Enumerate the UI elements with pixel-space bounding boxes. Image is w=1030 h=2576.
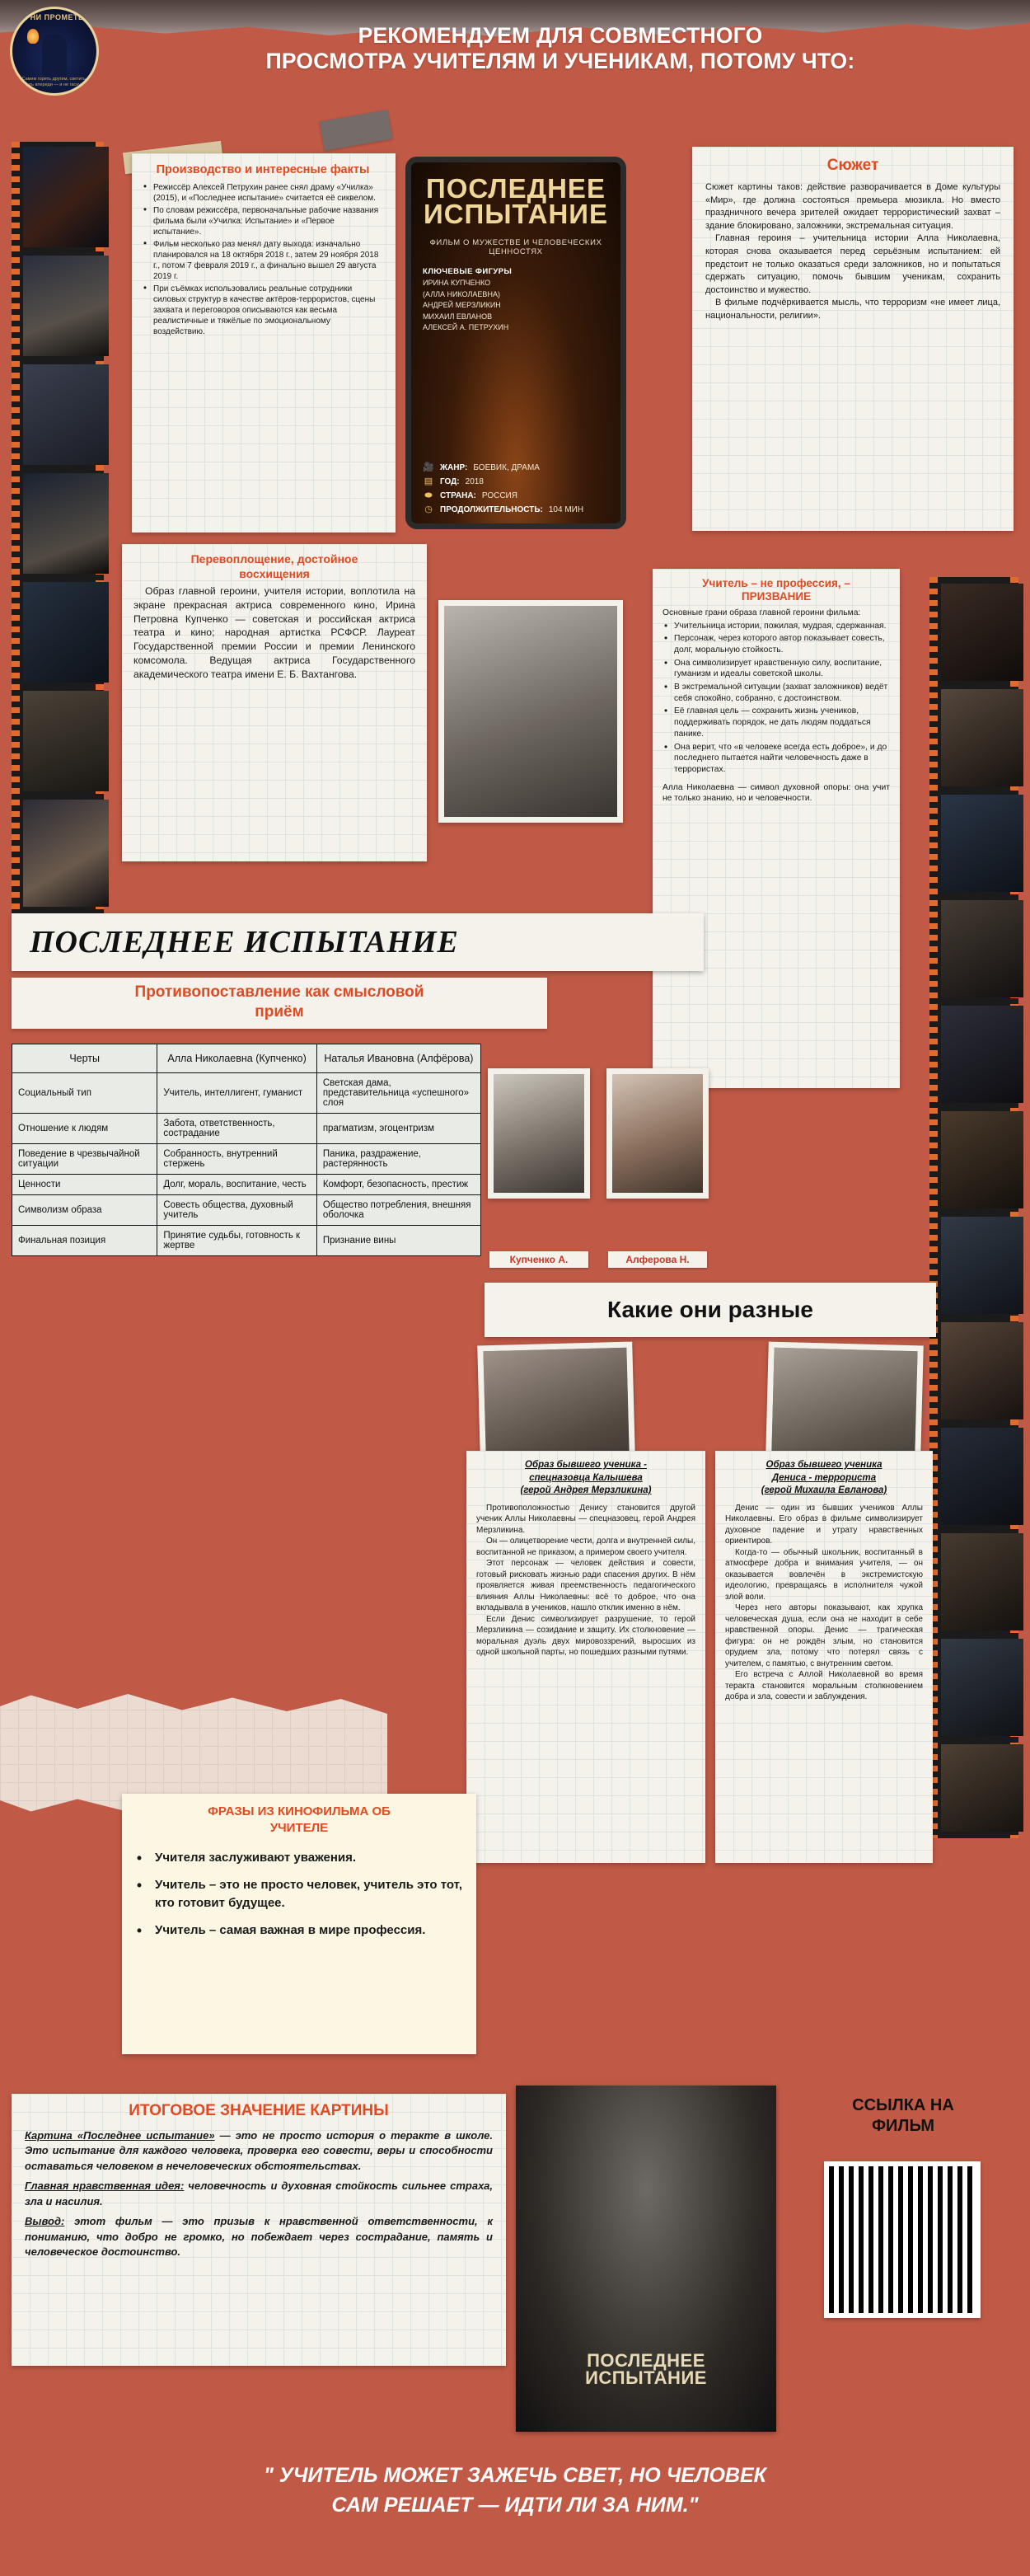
student-kalyshev-label xyxy=(476,1459,695,1498)
table-row xyxy=(12,1114,481,1144)
phrases-card xyxy=(122,1794,476,2054)
film-frame xyxy=(23,800,109,907)
movie-tagline: ФИЛЬМ О МУЖЕСТВЕ И ЧЕЛОВЕЧЕСКИХ ЦЕННОСТЯХ xyxy=(429,238,602,256)
meta-row xyxy=(423,461,612,475)
final-quote-line2: САМ РЕШАЕТ — ИДТИ ЛИ ЗА НИМ." xyxy=(331,2494,699,2517)
student-paragraph: Его встреча с Аллой Николаевной во время теракта становится моральным столкновением добра и зла, совести и заблуждения. xyxy=(725,1670,923,1702)
different-section-card xyxy=(485,1283,936,1337)
caption-alferova: Алферова Н. xyxy=(608,1251,707,1268)
student-paragraph: Он — олицетворение чести, долга и внутренней силы, воспитанной не приказом, а примером своего учителя. xyxy=(476,1537,695,1557)
student-label-line2: спецназовца Калышева xyxy=(529,1472,643,1483)
final-quote-line1: " УЧИТЕЛЬ МОЖЕТ ЗАЖЕЧЬ СВЕТ, НО ЧЕЛОВЕК xyxy=(263,2464,767,2487)
movie-title-line1: ПОСЛЕДНЕЕ xyxy=(426,173,606,204)
actress-photo-kupchenko xyxy=(488,1068,590,1199)
meta-value: РОССИЯ xyxy=(481,490,517,500)
table-cell: прагматизм, эгоцентризм xyxy=(316,1114,480,1144)
actress-card-title xyxy=(133,552,415,581)
list-item: • При съёмках использовались реальные сотрудники силовых структур в качестве актёров-террористов, сцены захвата и переговоров описываются как весьма реалистичные и тяжёлые по эмоциональному воздействию. xyxy=(142,284,384,337)
meta-label: ГОД: xyxy=(440,476,460,486)
camera-icon: 🎥 xyxy=(423,462,434,472)
list-item: • Учителя заслуживают уважения. xyxy=(135,1849,463,1868)
cast-role: (АЛЛА НИКОЛАЕВНА) xyxy=(423,289,500,298)
plot-paragraph: В фильме подчёркивается мысль, что терроризм «не имеет лица, национальности, религии». xyxy=(705,298,1000,321)
student-label-line3: (герой Андрея Мерзликина) xyxy=(520,1485,652,1496)
table-cell: Финальная позиция xyxy=(12,1226,157,1256)
comparison-table-wrapper xyxy=(12,1044,481,1256)
film-frame xyxy=(941,1217,1023,1314)
film-frame xyxy=(941,900,1023,997)
cast-name: АНДРЕЙ МЕРЗЛИКИН xyxy=(423,301,501,310)
student-denis-label xyxy=(725,1459,923,1498)
film-frame xyxy=(23,691,109,791)
table-row xyxy=(12,1073,481,1114)
calling-card xyxy=(653,569,900,1088)
bottom-movie-poster-image xyxy=(516,2086,776,2432)
table-cell: Принятие судьбы, готовность к жертве xyxy=(157,1226,316,1256)
conclusion-p1-lead: Картина «Последнее испытание» xyxy=(25,2129,215,2142)
table-row xyxy=(12,1144,481,1175)
list-item: • Учитель – самая важная в мире профессия. xyxy=(135,1921,463,1940)
list-item: • Она верит, что «в человеке всегда есть доброе», и до последнего пытается найти человечность даже в террористах. xyxy=(662,742,890,776)
film-frame xyxy=(941,584,1023,681)
list-item: • Фильм несколько раз менял дату выхода: изначально планировался на 18 октября 2018 г., затем 29 ноября 2018 г., потом 7 февраля 2019 г., а финально вышел 29 августа 2019 г. xyxy=(142,239,384,282)
bottom-poster-title xyxy=(516,2349,776,2389)
phrases-list xyxy=(135,1849,463,1940)
student-label-line2: Дениса - террориста xyxy=(771,1472,877,1483)
film-title-banner xyxy=(12,913,704,971)
meta-row xyxy=(423,475,612,489)
movie-cast-heading: КЛЮЧЕВЫЕ ФИГУРЫ xyxy=(423,267,513,276)
tape-decoration xyxy=(320,110,393,151)
different-section-title: Какие они разные xyxy=(607,1297,813,1322)
production-facts-card xyxy=(132,153,396,533)
table-row xyxy=(12,1226,481,1256)
table-cell: Ценности xyxy=(12,1175,157,1195)
qr-heading-line2: ФИЛЬМ xyxy=(871,2117,934,2135)
list-item: • Режиссёр Алексей Петрухин ранее снял драму «Училка» (2015), и «Последнее испытание» считается её сиквелом. xyxy=(142,182,384,204)
cast-name: ИРИНА КУПЧЕНКО xyxy=(423,279,491,288)
clock-icon: ◷ xyxy=(424,504,433,514)
calling-intro: Основные грани образа главной героини фильма: xyxy=(662,608,861,617)
logo-figure-icon xyxy=(42,34,67,77)
calling-closing: Алла Николаевна — символ духовной опоры: она учит не только знанию, но и человечности. xyxy=(662,782,890,804)
actress-card xyxy=(122,544,427,861)
meta-value: БОЕВИК, ДРАМА xyxy=(473,462,540,472)
caption-kupchenko: Купченко А. xyxy=(489,1251,588,1268)
flame-icon xyxy=(27,29,39,44)
meta-value: 2018 xyxy=(465,476,484,486)
film-frame xyxy=(941,1639,1023,1736)
production-facts-title: Производство и интересные факты xyxy=(156,163,370,176)
student-paragraph: Когда-то — обычный школьник, воспитанный в атмосфере добра и внимания учителя, — он оказывается вовлечён в экстремистскую идеологию, превращаясь в исполнителя чужой злой воли. xyxy=(725,1547,923,1602)
student-paragraph: Денис — один из бывших учеников Аллы Николаевны. Его образ в фильме символизирует духовное падение и утрату нравственных ориентиров. xyxy=(725,1503,923,1546)
table-row xyxy=(12,1195,481,1226)
calendar-icon: ▤ xyxy=(424,476,433,486)
contrast-section-title xyxy=(12,978,547,1029)
page-title-line1: РЕКОМЕНДУЕМ ДЛЯ СОВМЕСТНОГО xyxy=(358,23,763,48)
movie-poster-title xyxy=(411,173,620,230)
student-label-line3: (герой Михаила Евланова) xyxy=(761,1485,887,1496)
list-item: • В экстремальной ситуации (захват заложников) ведёт себя спокойно, собранно, с достоинством. xyxy=(662,682,890,704)
logo-subtitle-text: Самим гореть другим, светить, быть впереди — и не гаснуть xyxy=(21,77,87,88)
meta-label: ПРОДОЛЖИТЕЛЬНОСТЬ: xyxy=(440,504,543,514)
film-frame xyxy=(23,473,109,574)
table-header-row xyxy=(12,1044,481,1073)
table-cell: Отношение к людям xyxy=(12,1114,157,1144)
table-cell: Общество потребления, внешняя оболочка xyxy=(316,1195,480,1226)
table-cell: Признание вины xyxy=(316,1226,480,1256)
list-item: • Её главная цель — сохранить жизнь учеников, поддерживать порядок, не дать людям поддаться панике. xyxy=(662,706,890,739)
conclusion-p2-rest: человечность и духовная стойкость сильнее страха, зла и насилия. xyxy=(25,2180,493,2208)
student-label-line1: Образ бывшего ученика xyxy=(765,1460,883,1470)
student-kalyshev-card xyxy=(466,1451,705,1863)
table-cell: Социальный тип xyxy=(12,1073,157,1114)
conclusion-title: ИТОГОВОЕ ЗНАЧЕНИЕ КАРТИНЫ xyxy=(129,2102,389,2119)
plot-paragraph: Сюжет картины таков: действие разворачивается в Доме культуры «Мир», где должна состояться премьера мюзикла. Но вместо праздничного вечера зрителей ожидает террористический захват – здание блокировано, заложники, экстремальная ситуация. xyxy=(705,182,1000,231)
student-paragraph: Противоположностью Денису становится другой ученик Аллы Николаевны — спецназовец, герой Андрея Мерзликина. xyxy=(476,1503,695,1535)
meta-row xyxy=(423,489,612,503)
student-paragraph: Этот персонаж — человек действия и совести, готовый рисковать жизнью ради спасения других. В нём проявляется живая преемственность педагогического влияния Аллы Николаевны: всё то доброе, что она вкладывала в учеников, нашло отклик именно в нём. xyxy=(476,1559,695,1613)
page-title-line2: ПРОСМОТРА УЧИТЕЛЯМ И УЧЕНИКАМ, ПОТОМУ ЧТО: xyxy=(265,49,855,74)
film-frame xyxy=(23,582,109,683)
production-facts-list xyxy=(142,182,384,337)
meta-row xyxy=(423,503,612,517)
table-cell: Совесть общества, духовный учитель xyxy=(157,1195,316,1226)
table-row xyxy=(12,1175,481,1195)
conclusion-p1-rest: — это не просто история о теракте в школе. Это испытание для каждого человека, проверка его совести, веры и способности оставаться человеком в нечеловеческих обстоятельствах. xyxy=(25,2129,493,2172)
film-perforation-left xyxy=(12,142,20,917)
film-frame xyxy=(941,1111,1023,1208)
table-header-cell: Черты xyxy=(12,1044,157,1073)
calling-bullets-list xyxy=(662,621,890,776)
table-cell: Символизм образа xyxy=(12,1195,157,1226)
conclusion-paragraph-3 xyxy=(25,2214,493,2259)
conclusion-paragraph-2 xyxy=(25,2179,493,2209)
table-header-cell: Наталья Ивановна (Алфёрова) xyxy=(316,1044,480,1073)
conclusion-p3-lead: Вывод: xyxy=(25,2215,65,2228)
movie-meta-block xyxy=(423,461,612,517)
movie-cast-block xyxy=(423,266,612,334)
film-frame xyxy=(941,1006,1023,1103)
table-cell: Светская дама, представительница «успешного» слоя xyxy=(316,1073,480,1114)
meta-label: СТРАНА: xyxy=(440,490,476,500)
plot-paragraph: Главная героиня – учительница истории Алла Николаевна, которая снова оказывается перед серьёзным испытанием: ей предстоит не только оказаться среди заложников, но и попытаться сдержать ситуацию, помочь бывшим ученикам, сохранить достоинство и мужество. xyxy=(705,233,1000,295)
cast-name: МИХАИЛ ЕВЛАНОВ xyxy=(423,312,493,321)
movie-poster-panel xyxy=(405,157,626,529)
page-title xyxy=(107,23,1014,75)
film-frame xyxy=(23,256,109,356)
qr-heading-line1: ССЫЛКА НА xyxy=(852,2096,954,2114)
actress-title-line1: Перевоплощение, достойное xyxy=(190,552,358,565)
bottom-poster-title-line2: ИСПЫТАНИЕ xyxy=(585,2367,707,2389)
film-frame xyxy=(941,689,1023,786)
conclusion-paragraph-1 xyxy=(25,2128,493,2174)
phrases-card-title xyxy=(135,1804,463,1836)
qr-code-pattern xyxy=(829,2166,976,2313)
table-cell: Комфорт, безопасность, престиж xyxy=(316,1175,480,1195)
student-denis-card xyxy=(715,1451,933,1863)
film-frame xyxy=(941,1428,1023,1525)
conclusion-card xyxy=(12,2094,506,2366)
calling-title-line2: ПРИЗВАНИЕ xyxy=(741,590,812,603)
actress-photo xyxy=(438,600,623,823)
film-frame xyxy=(941,1322,1023,1419)
actress-card-text: Образ главной героини, учителя истории, воплотила на экране прекрасная актриса современного кино, Ирина Петровна Купченко — советская и российская актриса театра и кино; народная артистка РСФСР. Лауреат Государственной премии России и премии Ленинского комсомола. Ведущая актриса Государственного академического театра имени Е. Б. Вахтангова. xyxy=(133,585,415,680)
conclusion-p3-rest: этот фильм — это призыв к нравственной ответственности, к пониманию, что добро не громко, но побеждает через сострадание, память и человеческое достоинство. xyxy=(25,2215,493,2259)
plot-title: Сюжет xyxy=(826,157,879,174)
list-item: • Она символизирует нравственную силу, воспитание, гуманизм и идеалы советской школы. xyxy=(662,658,890,680)
phrases-title-line1: ФРАЗЫ ИЗ КИНОФИЛЬМА ОБ xyxy=(208,1804,391,1818)
film-frame xyxy=(23,147,109,247)
actress-title-line2: восхищения xyxy=(239,566,310,580)
film-frame xyxy=(941,795,1023,892)
list-item: • По словам режиссёра, первоначальные рабочие названия фильма были «Училка: Испытание» и «Первое испытание». xyxy=(142,205,384,237)
list-item: • Персонаж, через которого автор показывает совесть, долг, моральную стойкость. xyxy=(662,633,890,655)
logo-arc-text: ОГНИ ПРОМЕТЕЯ xyxy=(19,13,90,21)
student-paragraph: Через него авторы показывают, как хрупка человеческая душа, если она не находит в себе нравственной опоры. Денис — трагическая фигура: он не рождён злым, но становится орудием зла, потому что потерял связь с учителем, с памятью, с внутренним светом. xyxy=(725,1603,923,1668)
list-item: • Учительница истории, пожилая, мудрая, сдержанная. xyxy=(662,621,890,632)
film-title-banner-text: ПОСЛЕДНЕЕ ИСПЫТАНИЕ xyxy=(30,925,459,960)
table-cell: Долг, мораль, воспитание, честь xyxy=(157,1175,316,1195)
plot-card xyxy=(692,147,1014,531)
final-quote xyxy=(33,2461,997,2521)
qr-code[interactable] xyxy=(824,2161,981,2318)
table-header-cell: Алла Николаевна (Купченко) xyxy=(157,1044,316,1073)
comparison-table xyxy=(12,1044,481,1256)
table-cell: Учитель, интеллигент, гуманист xyxy=(157,1073,316,1114)
student-paragraph: Если Денис символизирует разрушение, то герой Мерзликина — созидание и защиту. Их столкновение — моральная дуэль двух мировоззрений, выросших из одной школьной парты, но пошедших разными путями. xyxy=(476,1614,695,1658)
table-cell: Забота, ответственность, сострадание xyxy=(157,1114,316,1144)
table-cell: Паника, раздражение, растерянность xyxy=(316,1144,480,1175)
bottom-poster-title-line1: ПОСЛЕДНЕЕ xyxy=(587,2349,705,2371)
calling-title-line1: Учитель – не профессия, – xyxy=(702,577,850,589)
qr-link-heading xyxy=(796,2095,1010,2137)
table-cell: Поведение в чрезвычайной ситуации xyxy=(12,1144,157,1175)
meta-value: 104 МИН xyxy=(548,504,584,514)
student-label-line1: Образ бывшего ученика - xyxy=(525,1460,647,1470)
logo-ogni-prometeya xyxy=(10,7,99,96)
table-cell: Собранность, внутренний стержень xyxy=(157,1144,316,1175)
actress-photo-alferova xyxy=(606,1068,709,1199)
conclusion-p2-lead: Главная нравственная идея: xyxy=(25,2180,185,2193)
list-item: • Учитель – это не просто человек, учитель это тот, кто готовит будущее. xyxy=(135,1876,463,1913)
contrast-title-line2: приём xyxy=(255,1002,304,1021)
film-frame xyxy=(941,1744,1023,1832)
meta-label: ЖАНР: xyxy=(440,462,468,472)
film-frame xyxy=(941,1533,1023,1631)
filmstrip-left xyxy=(12,142,104,917)
film-frame xyxy=(23,364,109,465)
calling-card-title xyxy=(662,577,890,604)
phrases-title-line2: УЧИТЕЛЕ xyxy=(269,1820,329,1835)
filmstrip-right xyxy=(929,577,1018,1838)
contrast-title-line1: Противопоставление как смысловой xyxy=(134,983,424,1001)
movie-title-line2: ИСПЫТАНИЕ xyxy=(423,199,609,230)
cast-name: АЛЕКСЕЙ А. ПЕТРУХИН xyxy=(423,323,509,332)
flag-icon: ⬬ xyxy=(424,490,433,500)
